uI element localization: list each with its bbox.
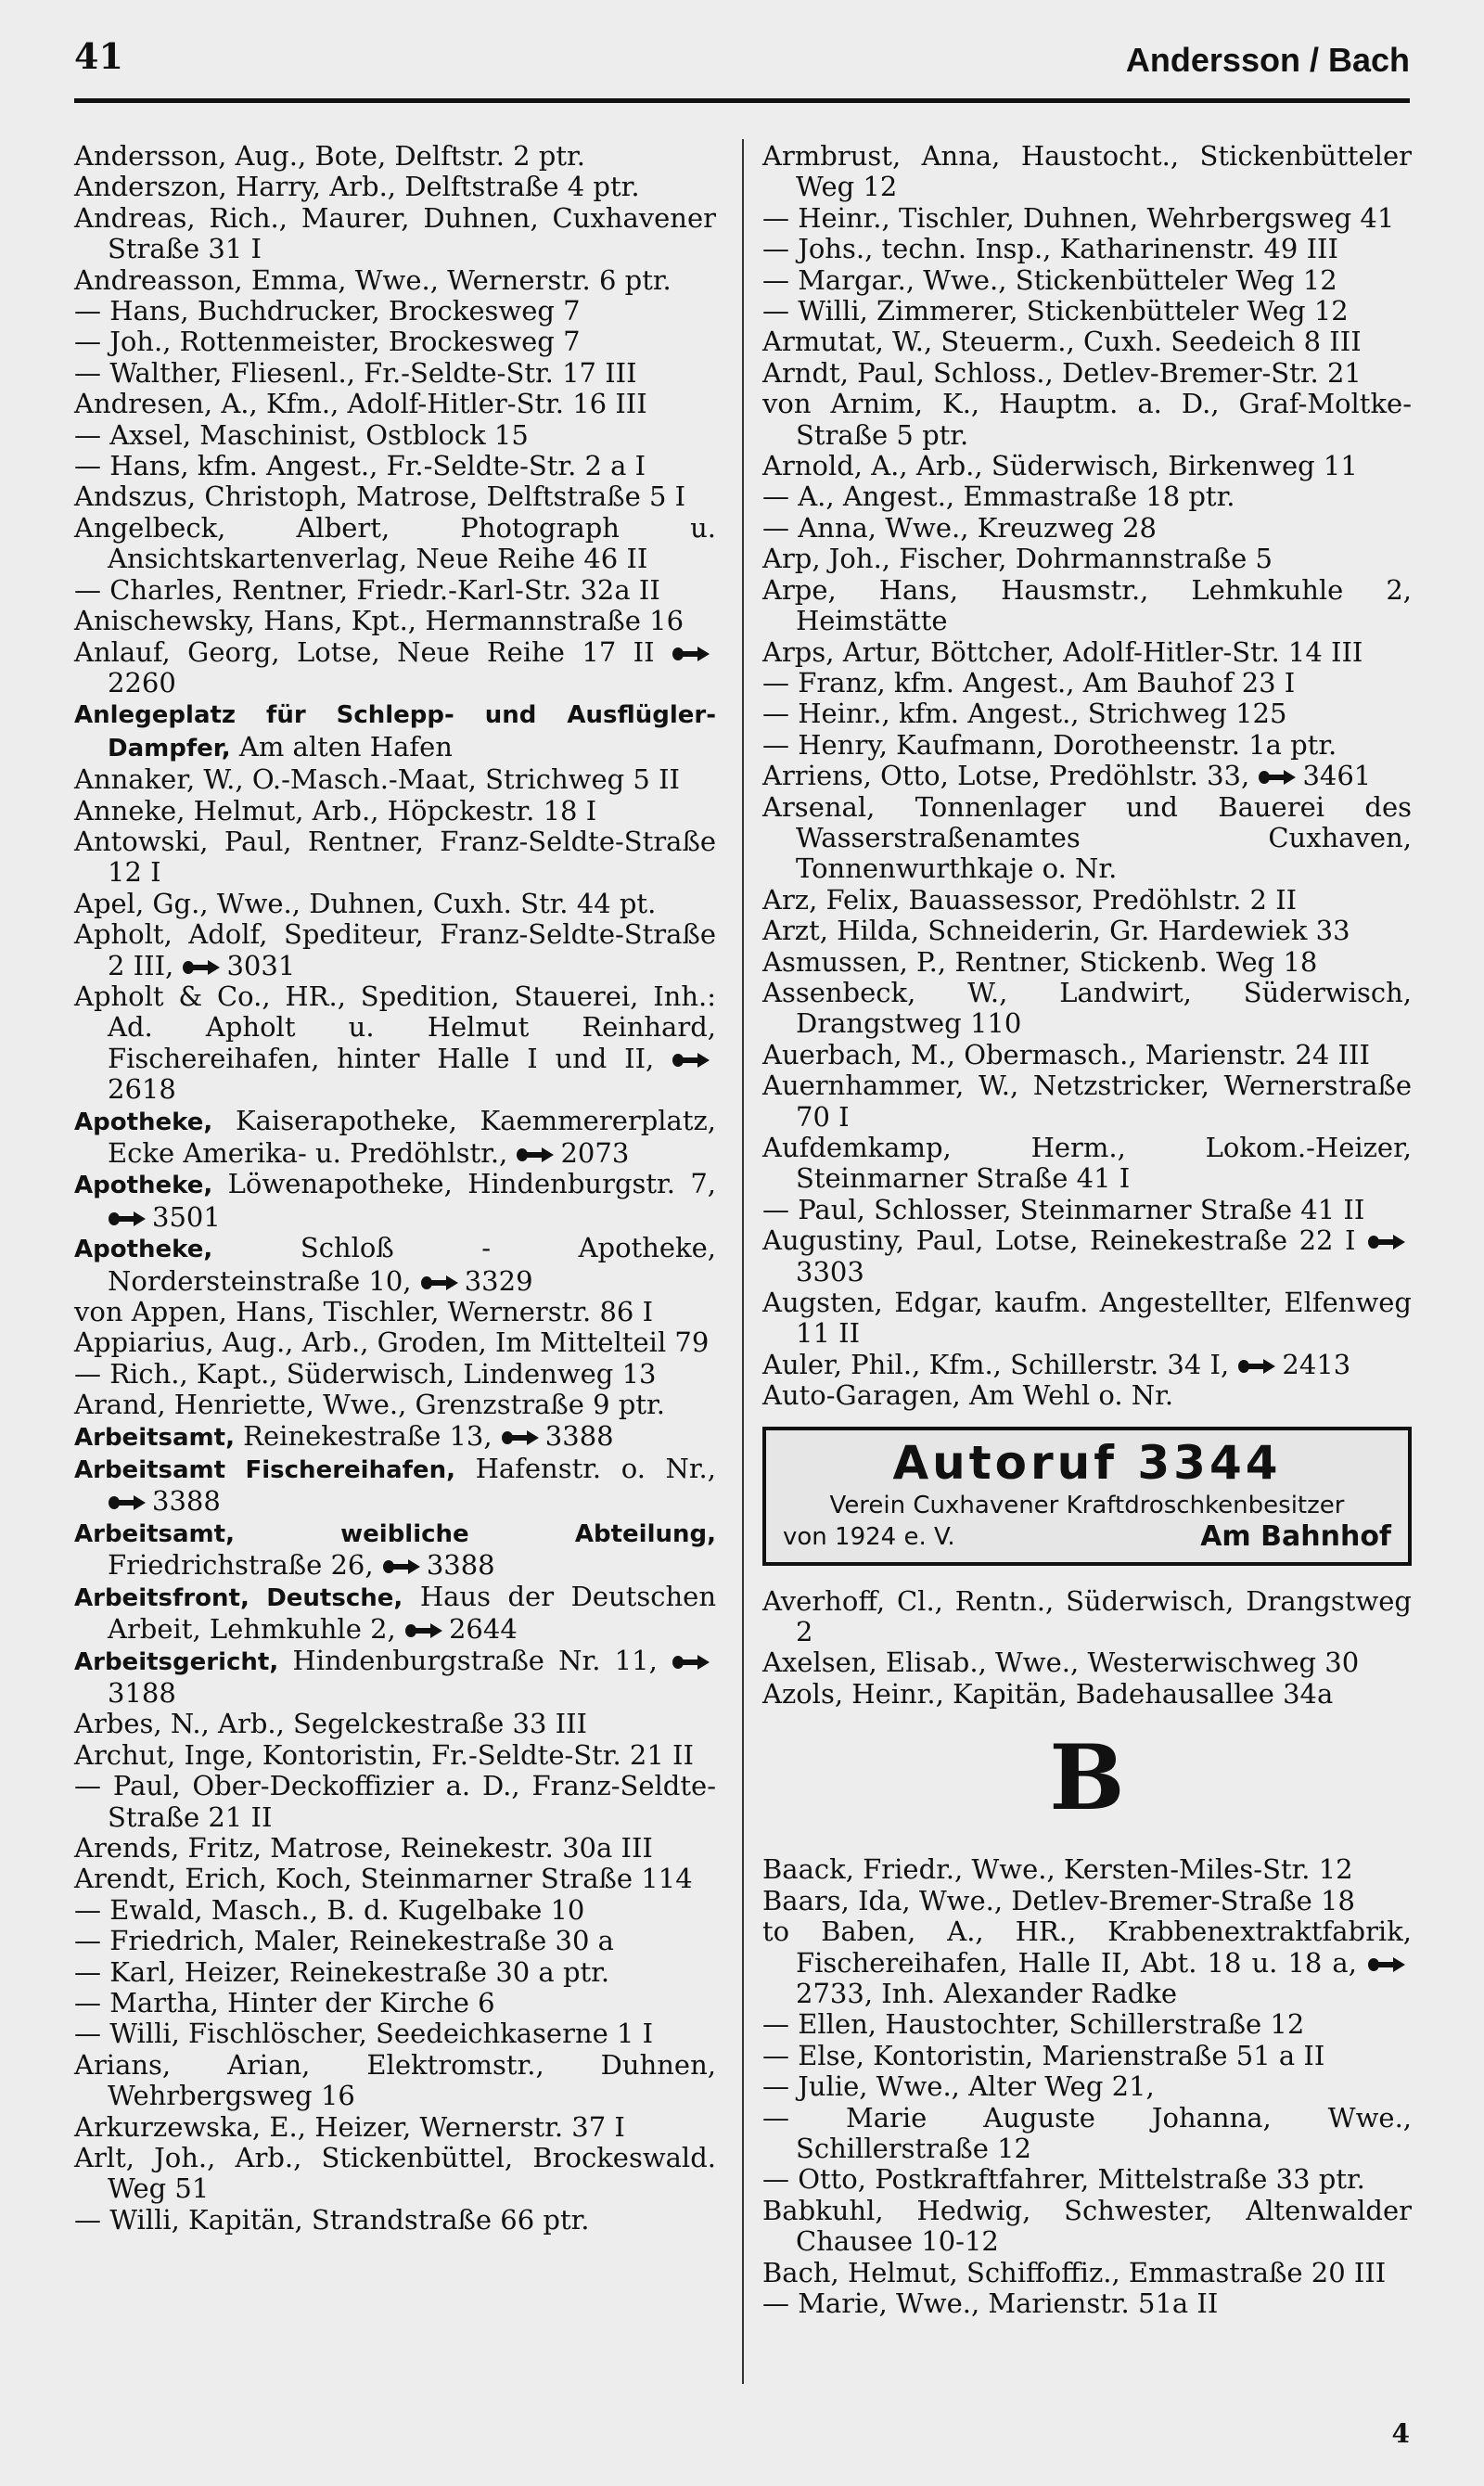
directory-entry (762, 1288, 1412, 1350)
directory-entry (74, 296, 716, 327)
taxi-advertisement (762, 1427, 1412, 1566)
entry-text: Arz, Felix, Bauassessor, Predöhlstr. 2 II (762, 883, 1298, 916)
entry-text: — Henry, Kaufmann, Dorotheenstr. 1a ptr. (762, 728, 1337, 761)
directory-entry (762, 389, 1412, 451)
phone-number: 2260 (108, 666, 176, 698)
entry-text: Apholt, Adolf, Spediteur, Franz-Seldte-Straße 2 III, (74, 918, 716, 981)
directory-entry (762, 1225, 1412, 1288)
entry-text: Baars, Ida, Wwe., Detlev-Bremer-Straße 18 (762, 1884, 1355, 1916)
directory-entry (762, 327, 1412, 357)
telephone-icon (672, 1052, 710, 1069)
directory-entry (74, 451, 716, 481)
entry-text: Arzt, Hilda, Schneiderin, Gr. Hardewiek 33 (762, 915, 1350, 947)
entry-text: — Hans, Buchdrucker, Brockesweg 7 (74, 295, 581, 327)
directory-entry (74, 1327, 716, 1358)
directory-entry (762, 2071, 1412, 2102)
entry-text: — Franz, kfm. Angest., Am Bauhof 23 I (762, 666, 1296, 698)
entry-bold-name: Anlegeplatz für Schlepp- und Ausflügler-Dampfer, (74, 701, 716, 762)
entry-bold-name: Apotheke, (74, 1108, 213, 1136)
directory-entry (762, 1916, 1412, 2009)
left-column (74, 141, 716, 2236)
directory-entry (762, 792, 1412, 885)
directory-entry (74, 1926, 716, 1956)
entry-text: Arriens, Otto, Lotse, Predöhlstr. 33, (762, 760, 1250, 792)
directory-entry (74, 1390, 716, 1420)
entry-text: Arlt, Joh., Arb., Stickenbüttel, Brockeswald. Weg 51 (74, 2142, 716, 2205)
entry-text: — Ellen, Haustochter, Schillerstraße 12 (762, 2008, 1305, 2041)
entry-text: — Axsel, Maschinist, Ostblock 15 (74, 418, 529, 451)
signature-mark: 4 (1391, 2418, 1410, 2449)
telephone-icon (501, 1429, 540, 1446)
directory-entry (762, 1679, 1412, 1710)
directory-entry (74, 2143, 716, 2205)
ad-line-2-right: Am Bahnhof (1200, 1519, 1391, 1553)
entry-text: — Martha, Hinter der Kirche 6 (74, 1986, 495, 2018)
page-number: 41 (74, 35, 123, 77)
directory-entry (762, 1070, 1412, 1133)
entry-text: Arbes, N., Arb., Segelckestraße 33 III (74, 1708, 587, 1740)
entry-text: Anneke, Helmut, Arb., Höpckestr. 18 I (74, 794, 597, 827)
directory-entry (74, 1233, 716, 1297)
directory-entry (74, 698, 716, 764)
entry-text: Armutat, W., Steuerm., Cuxh. Seedeich 8 III (762, 326, 1362, 358)
directory-entry (74, 1106, 716, 1170)
directory-entry (74, 1833, 716, 1864)
directory-entry (762, 1586, 1412, 1648)
telephone-icon (182, 959, 221, 976)
right-column-entries-c (762, 1854, 1412, 2319)
entry-text: Anischewsky, Hans, Kpt., Hermannstraße 16 (74, 605, 684, 637)
directory-entry (762, 1854, 1412, 1885)
entry-bold-name: Arbeitsamt, (74, 1423, 235, 1452)
directory-entry (74, 2018, 716, 2049)
phone-number: 3303 (796, 1255, 864, 1288)
entry-text: Averhoff, Cl., Rentn., Süderwisch, Drangstweg 2 (762, 1584, 1412, 1648)
entry-text: von Arnim, K., Hauptm. a. D., Graf-Moltke-Straße 5 ptr. (762, 388, 1412, 451)
entry-text: Arnold, A., Arb., Süderwisch, Birkenweg 11 (762, 450, 1358, 482)
directory-entry (74, 1988, 716, 2018)
entry-text: Azols, Heinr., Kapitän, Badehausallee 34a (762, 1677, 1334, 1710)
entry-text: — Willi, Kapitän, Strandstraße 66 ptr. (74, 2203, 590, 2236)
telephone-icon (382, 1558, 421, 1575)
telephone-icon (1258, 769, 1297, 786)
right-column (762, 141, 1412, 2319)
phone-number: 2733 (796, 1977, 864, 2009)
ad-line-1: Verein Cuxhavener Kraftdroschkenbesitzer (829, 1491, 1345, 1519)
phone-number: 3501 (152, 1200, 221, 1233)
ad-line-2 (775, 1521, 1399, 1553)
directory-entry (762, 668, 1412, 698)
entry-bold-name: Arbeitsamt Fischereihafen, (74, 1456, 455, 1485)
directory-entry (762, 2041, 1412, 2071)
entry-bold-name: Arbeitsfront, Deutsche, (74, 1583, 403, 1612)
directory-entry (74, 889, 716, 919)
phone-number: 2413 (1282, 1348, 1351, 1380)
entry-text: Baack, Friedr., Wwe., Kersten-Miles-Str. 12 (762, 1853, 1353, 1886)
directory-entry (74, 764, 716, 795)
phone-number: 3031 (226, 949, 296, 981)
directory-entry (74, 2112, 716, 2143)
entry-text: Andreas, Rich., Maurer, Duhnen, Cuxhavener Straße 31 I (74, 201, 716, 265)
directory-entry (762, 761, 1412, 791)
directory-entry (762, 2196, 1412, 2258)
entry-text: Arsenal, Tonnenlager und Bauerei des Wasserstraßenamtes Cuxhaven, Tonnenwurthkaje o. Nr. (762, 790, 1412, 885)
entry-bold-name: Apotheke, (74, 1236, 213, 1264)
directory-entry (762, 575, 1412, 637)
entry-text: — Heinr., Tischler, Duhnen, Wehrbergsweg 41 (762, 201, 1395, 234)
entry-text: — Hans, kfm. Angest., Fr.-Seldte-Str. 2 a I (74, 450, 646, 482)
entry-text: Angelbeck, Albert, Photograph u. Ansichtskartenverlag, Neue Reihe 46 II (74, 511, 716, 575)
phone-number: 2644 (448, 1613, 518, 1646)
telephone-icon (108, 1494, 147, 1511)
directory-entry (74, 1957, 716, 1988)
entry-text: — Willi, Zimmerer, Stickenbütteler Weg 12 (762, 295, 1349, 327)
entry-text: Schloß - Apotheke, Nordersteinstraße 10, (108, 1232, 717, 1297)
directory-entry (762, 637, 1412, 668)
entry-text: — Marie Auguste Johanna, Wwe., Schillerstraße 12 (762, 2101, 1412, 2164)
entry-text: Anderszon, Harry, Arb., Delftstraße 4 ptr. (74, 171, 640, 203)
header-rule (74, 98, 1410, 103)
entry-text: Assenbeck, W., Landwirt, Süderwisch, Drangstweg 110 (762, 976, 1412, 1040)
entry-text: Antowski, Paul, Rentner, Franz-Seldte-Straße 12 I (74, 825, 716, 889)
column-divider (742, 139, 744, 2384)
entry-text: Arndt, Paul, Schloss., Detlev-Bremer-Str. 21 (762, 356, 1362, 389)
directory-entry (74, 1864, 716, 1894)
directory-entry (762, 234, 1412, 264)
entry-text: — Heinr., kfm. Angest., Strichweg 125 (762, 698, 1287, 730)
directory-entry (74, 796, 716, 827)
directory-entry (74, 358, 716, 389)
directory-entry (762, 296, 1412, 327)
entry-text: Auernhammer, W., Netzstricker, Wernerstraße 70 I (762, 1070, 1412, 1133)
telephone-icon (1367, 1234, 1406, 1250)
entry-text: Friedrichstraße 26, (108, 1549, 374, 1582)
entry-text: — Paul, Ober-Deckoffizier a. D., Franz-Seldte-Straße 21 II (74, 1770, 716, 1833)
telephone-icon (1237, 1358, 1276, 1375)
phone-number: 3329 (464, 1264, 533, 1297)
entry-text: Asmussen, P., Rentner, Stickenb. Weg 18 (762, 945, 1318, 978)
directory-entry (762, 2164, 1412, 2195)
directory-entry (74, 1709, 716, 1739)
directory-entry (74, 513, 716, 575)
directory-entry (74, 2050, 716, 2112)
entry-text: — Joh., Rottenmeister, Brockesweg 7 (74, 326, 581, 358)
telephone-icon (1367, 1956, 1406, 1973)
entry-text: — Julie, Wwe., Alter Weg 21, (762, 2070, 1155, 2103)
entry-text: Annaker, W., O.-Masch.-Maat, Strichweg 5 II (74, 763, 681, 796)
directory-entry (74, 1740, 716, 1771)
entry-text: to Baben, A., HR., Krabbenextraktfabrik, Fischereihafen, Halle II, Abt. 18 u. 18 a, (762, 1916, 1412, 1979)
directory-entry (762, 358, 1412, 389)
entry-text: Haus der Deutschen Arbeit, Lehmkuhle 2, (108, 1580, 717, 1646)
directory-entry (74, 1646, 716, 1710)
directory-entry (762, 265, 1412, 296)
directory-entry (762, 1886, 1412, 1916)
entry-text: — Otto, Postkraftfahrer, Mittelstraße 33 ptr. (762, 2163, 1365, 2196)
entry-text: Archut, Inge, Kontoristin, Fr.-Seldte-Str. 21 II (74, 1738, 694, 1771)
entry-text: Löwenapotheke, Hindenburgstr. 7, (227, 1168, 716, 1200)
directory-entry (762, 203, 1412, 234)
directory-entry (762, 1040, 1412, 1070)
directory-entry (74, 1359, 716, 1390)
directory-entry (762, 698, 1412, 729)
entry-text: von Appen, Hans, Tischler, Wernerstr. 86 I (74, 1296, 654, 1328)
entry-text: Apholt & Co., HR., Spedition, Stauerei, Inh.: Ad. Apholt u. Helmut Reinhard, Fischereihafen, hinter Halle I und II, (74, 980, 716, 1074)
entry-text: Am alten Hafen (238, 730, 453, 762)
directory-entry (762, 1195, 1412, 1225)
entry-text: — Else, Kontoristin, Marienstraße 51 a II (762, 2039, 1325, 2071)
directory-entry (74, 1454, 716, 1518)
entry-text: Arkurzewska, E., Heizer, Wernerstr. 37 I (74, 2110, 625, 2143)
telephone-icon (516, 1147, 555, 1163)
entry-text: Aufdemkamp, Herm., Lokom.-Heizer, Steinmarner Straße 41 I (762, 1132, 1412, 1195)
entry-text: Arends, Fritz, Matrose, Reinekestr. 30a III (74, 1831, 653, 1864)
right-column-entries-b (762, 1586, 1412, 1711)
entry-text: Auerbach, M., Obermasch., Marienstr. 24 III (762, 1038, 1370, 1070)
entry-text: Axelsen, Elisab., Wwe., Westerwischweg 30 (762, 1647, 1360, 1679)
phone-number: 3388 (544, 1419, 614, 1452)
entry-text: Auto-Garagen, Am Wehl o. Nr. (762, 1379, 1174, 1412)
telephone-icon (108, 1211, 147, 1227)
directory-entry (74, 420, 716, 451)
directory-entry (74, 981, 716, 1106)
directory-entry (74, 172, 716, 202)
entry-text: — Ewald, Masch., B. d. Kugelbake 10 (74, 1893, 585, 1926)
entry-text: Arp, Joh., Fischer, Dohrmannstraße 5 (762, 543, 1273, 575)
entry-tail-text: , Inh. Alexander Radke (864, 1977, 1178, 2009)
entry-text: Bach, Helmut, Schiffoffiz., Emmastraße 20 III (762, 2256, 1387, 2288)
entry-text: Armbrust, Anna, Haustocht., Stickenbütteler Weg 12 (762, 140, 1412, 203)
entry-text: Hindenburgstraße Nr. 11, (292, 1644, 658, 1676)
directory-entry (74, 327, 716, 357)
phone-number: 2618 (108, 1073, 176, 1106)
entry-text: Augsten, Edgar, kaufm. Angestellter, Elfenweg 11 II (762, 1287, 1412, 1350)
section-letter: B (1049, 1725, 1125, 1831)
right-column-entries-a (762, 141, 1412, 1412)
entry-text: — Friedrich, Maler, Reinekestraße 30 a (74, 1925, 614, 1957)
directory-entry (74, 1771, 716, 1833)
directory-entry (74, 1582, 716, 1646)
entry-text: Arand, Henriette, Wwe., Grenzstraße 9 ptr. (74, 1389, 665, 1421)
directory-entry (762, 451, 1412, 481)
entry-text: Andreasson, Emma, Wwe., Wernerstr. 6 ptr. (74, 263, 672, 296)
directory-entry (762, 544, 1412, 574)
entry-text: Reinekestraße 13, (243, 1419, 493, 1452)
entry-text: Arians, Arian, Elektromstr., Duhnen, Wehrbergsweg 16 (74, 2048, 716, 2112)
directory-entry (74, 1421, 716, 1454)
entry-text: Augustiny, Paul, Lotse, Reinekestraße 22 I (762, 1224, 1356, 1257)
entry-text: — Margar., Wwe., Stickenbütteler Weg 12 (762, 263, 1337, 296)
entry-text: — Rich., Kapt., Süderwisch, Lindenweg 13 (74, 1357, 657, 1390)
telephone-icon (420, 1275, 459, 1291)
entry-text: Arpe, Hans, Hausmstr., Lehmkuhle 2, Heimstätte (762, 573, 1412, 637)
phone-number: 3461 (1302, 760, 1372, 792)
entry-bold-name: Apotheke, (74, 1172, 213, 1200)
entry-text: Andszus, Christoph, Matrose, Delftstraße 5 I (74, 481, 686, 513)
directory-entry (762, 513, 1412, 544)
directory-entry (762, 1133, 1412, 1195)
directory-entry (762, 1350, 1412, 1380)
directory-entry (74, 265, 716, 296)
telephone-icon (404, 1622, 443, 1639)
directory-entry (74, 606, 716, 636)
directory-entry (762, 916, 1412, 946)
entry-text: — Walther, Fliesenl., Fr.-Seldte-Str. 17 III (74, 356, 637, 389)
entry-text: Arendt, Erich, Koch, Steinmarner Straße 114 (74, 1863, 693, 1895)
entry-text: Auler, Phil., Kfm., Schillerstr. 34 I, (762, 1348, 1230, 1380)
directory-entry (74, 1297, 716, 1327)
entry-text: — A., Angest., Emmastraße 18 ptr. (762, 481, 1235, 513)
entry-text: Andresen, A., Kfm., Adolf-Hitler-Str. 16 III (74, 388, 647, 420)
directory-entry (74, 1895, 716, 1926)
directory-entry (762, 2288, 1412, 2319)
directory-entry (74, 575, 716, 606)
entry-text: — Karl, Heizer, Reinekestraße 30 a ptr. (74, 1955, 610, 1988)
entry-text: Apel, Gg., Wwe., Duhnen, Cuxh. Str. 44 pt. (74, 887, 657, 919)
directory-entry (74, 1518, 716, 1582)
directory-entry (762, 2103, 1412, 2165)
ad-line-2-left: von 1924 e. V. (783, 1522, 955, 1551)
directory-entry (74, 1169, 716, 1233)
directory-entry (762, 978, 1412, 1040)
phone-number: 3388 (426, 1549, 495, 1582)
entry-text: Hafenstr. o. Nr., (475, 1453, 716, 1485)
directory-entry (74, 827, 716, 889)
entry-text: Andersson, Aug., Bote, Delftstr. 2 ptr. (74, 140, 585, 172)
directory-entry (74, 389, 716, 419)
phone-number: 2073 (560, 1137, 630, 1169)
entry-bold-name: Arbeitsgericht, (74, 1647, 279, 1676)
directory-entry (74, 481, 716, 512)
directory-entry (762, 2009, 1412, 2040)
entry-text: — Willi, Fischlöscher, Seedeichkaserne 1 I (74, 2018, 654, 2050)
ad-title: Autoruf 3344 (892, 1435, 1282, 1490)
phone-number: 3388 (152, 1485, 221, 1518)
directory-entry (762, 1647, 1412, 1678)
directory-entry (762, 885, 1412, 916)
directory-entry (74, 2205, 716, 2236)
directory-entry (762, 1380, 1412, 1411)
telephone-icon (672, 646, 710, 662)
entry-text: Babkuhl, Hedwig, Schwester, Altenwalder Chausee 10-12 (762, 2194, 1412, 2258)
directory-entry (74, 637, 716, 699)
entry-text: — Paul, Schlosser, Steinmarner Straße 41 II (762, 1193, 1365, 1225)
running-head: Andersson / Bach (1125, 41, 1410, 79)
entry-text: Anlauf, Georg, Lotse, Neue Reihe 17 II (74, 635, 655, 668)
directory-entry (762, 2258, 1412, 2288)
directory-entry (762, 730, 1412, 761)
entry-text: Kaiserapotheke, Kaemmererplatz, Ecke Amerika- u. Predöhlstr., (108, 1104, 716, 1169)
directory-entry (762, 947, 1412, 978)
entry-text: — Johs., techn. Insp., Katharinenstr. 49 III (762, 233, 1338, 265)
directory-entry (74, 203, 716, 265)
directory-entry (74, 919, 716, 981)
entry-bold-name: Arbeitsamt, weibliche Abteilung, (74, 1519, 716, 1548)
telephone-icon (672, 1654, 710, 1671)
directory-entry (74, 141, 716, 172)
directory-entry (762, 481, 1412, 512)
entry-text: — Marie, Wwe., Marienstr. 51a II (762, 2287, 1219, 2319)
entry-text: Arps, Artur, Böttcher, Adolf-Hitler-Str. 14 III (762, 635, 1363, 668)
directory-entry (762, 141, 1412, 203)
entry-text: — Anna, Wwe., Kreuzweg 28 (762, 511, 1158, 544)
phone-number: 3188 (108, 1676, 176, 1709)
entry-text: — Charles, Rentner, Friedr.-Karl-Str. 32a II (74, 573, 660, 606)
entry-text: Appiarius, Aug., Arb., Groden, Im Mittelteil 79 (74, 1326, 710, 1359)
